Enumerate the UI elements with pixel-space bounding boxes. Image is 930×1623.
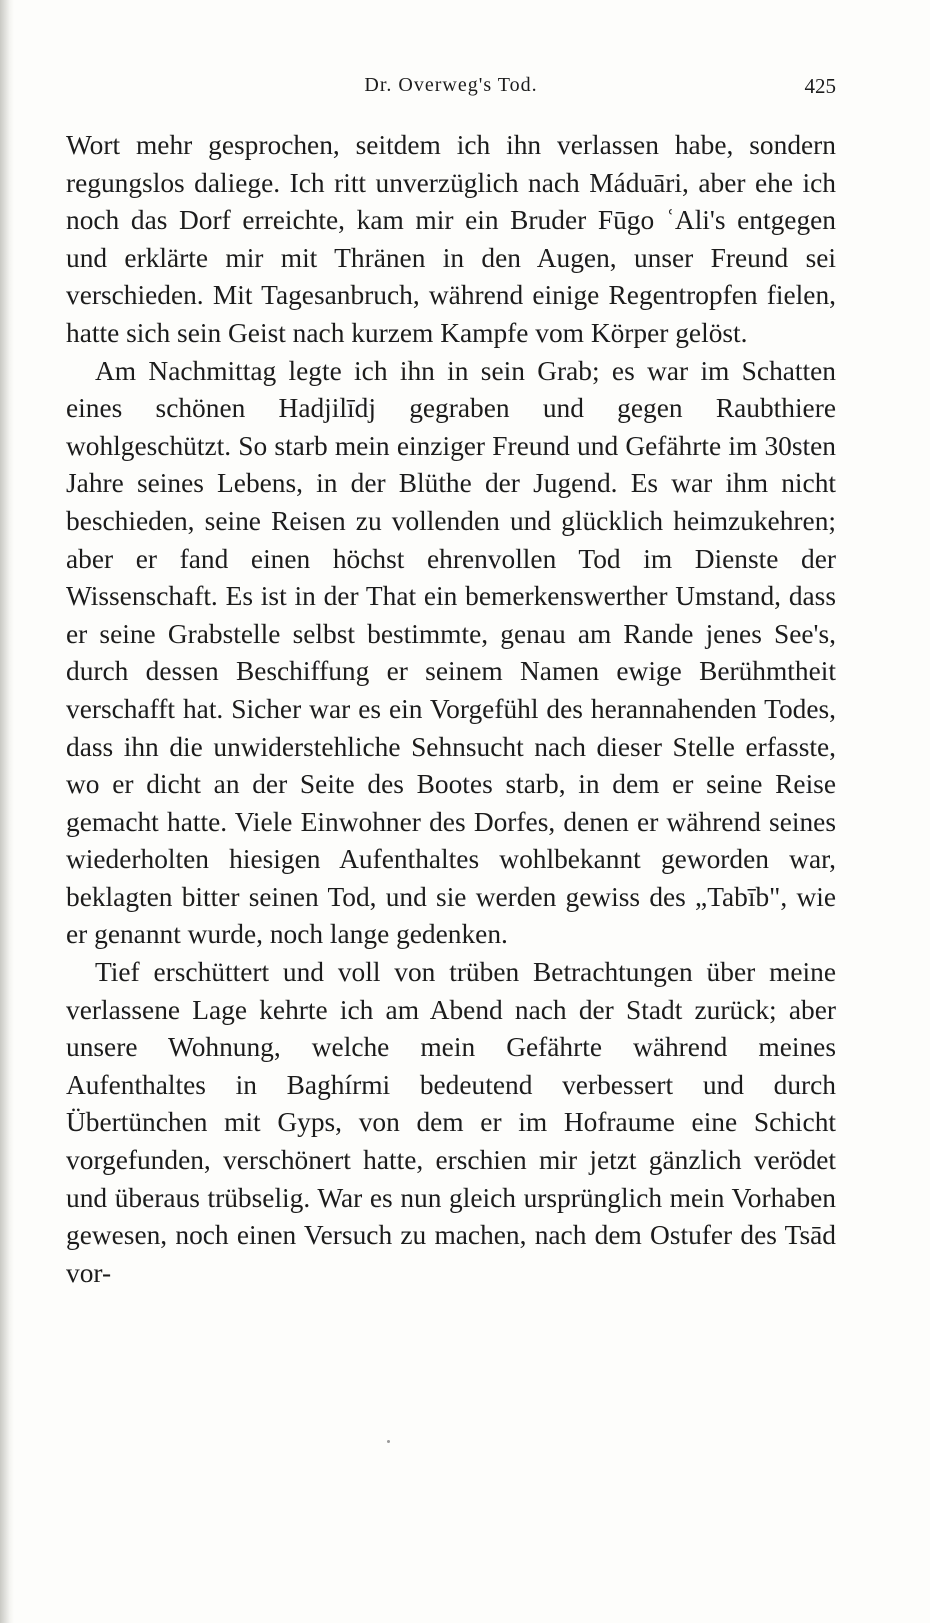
- page-number: 425: [804, 74, 836, 98]
- page-edge-shadow: [0, 0, 14, 1623]
- paragraph-1: Wort mehr gesprochen, seitdem ich ihn verlassen habe, sondern regungslos daliege. Ich ritt unverzüglich nach Máduāri, aber ehe ich noch das Dorf erreichte, kam mir ein Bruder Fūgo ʿAli's entgegen und erklärte mir mit Thränen in den Augen, unser Freund sei verschieden. Mit Tagesanbruch, während einige Regentropfen fielen, hatte sich sein Geist nach kurzem Kampfe vom Körper gelöst.: [66, 130, 836, 348]
- paragraph-2: Am Nachmittag legte ich ihn in sein Grab; es war im Schatten eines schönen Hadjilīdj gegraben und gegen Raubthiere wohlgeschützt. So starb mein einziger Freund und Gefährte im 30sten Jahre seines Lebens, in der Blüthe der Jugend. Es war ihm nicht beschieden, seine Reisen zu vollenden und glücklich heimzukehren; aber er fand einen höchst ehrenvollen Tod im Dienste der Wissenschaft. Es ist in der That ein bemerkenswerther Umstand, dass er seine Grabstelle selbst bestimmte, genau am Rande jenes See's, durch dessen Beschiffung er seinem Namen ewige Berühmtheit verschafft hat. Sicher war es ein Vorgefühl des herannahenden Todes, dass ihn die unwiderstehliche Sehnsucht nach dieser Stelle erfasste, wo er dicht an der Seite des Bootes starb, in dem er seine Reise gemacht hatte. Viele Einwohner des Dorfes, denen er während seines wiederholten hiesigen Aufenthaltes wohlbekannt geworden war, beklagten bitter seinen Tod, und sie werden gewiss des „Tabīb", wie er genannt wurde, noch lange gedenken.: [66, 355, 836, 950]
- page-header: [66, 70, 836, 106]
- paragraph-3: Tief erschüttert und voll von trüben Betrachtungen über meine verlassene Lage kehrte ich am Abend nach der Stadt zurück; aber unsere Wohnung, welche mein Gefährte während meines Aufenthaltes in Baghírmi bedeutend verbessert und durch Übertünchen mit Gyps, von dem er im Hofraume eine Schicht vorgefunden, verschönert hatte, erschien mir jetzt gänzlich verödet und überaus trübselig. War es nun gleich ursprünglich mein Vorhaben gewesen, noch einen Versuch zu machen, nach dem Ostufer des Tsād vor-: [66, 957, 836, 1288]
- running-title: Dr. Overweg's Tod.: [364, 74, 538, 96]
- paper-speck: [387, 1440, 390, 1443]
- body-text: [66, 127, 836, 1292]
